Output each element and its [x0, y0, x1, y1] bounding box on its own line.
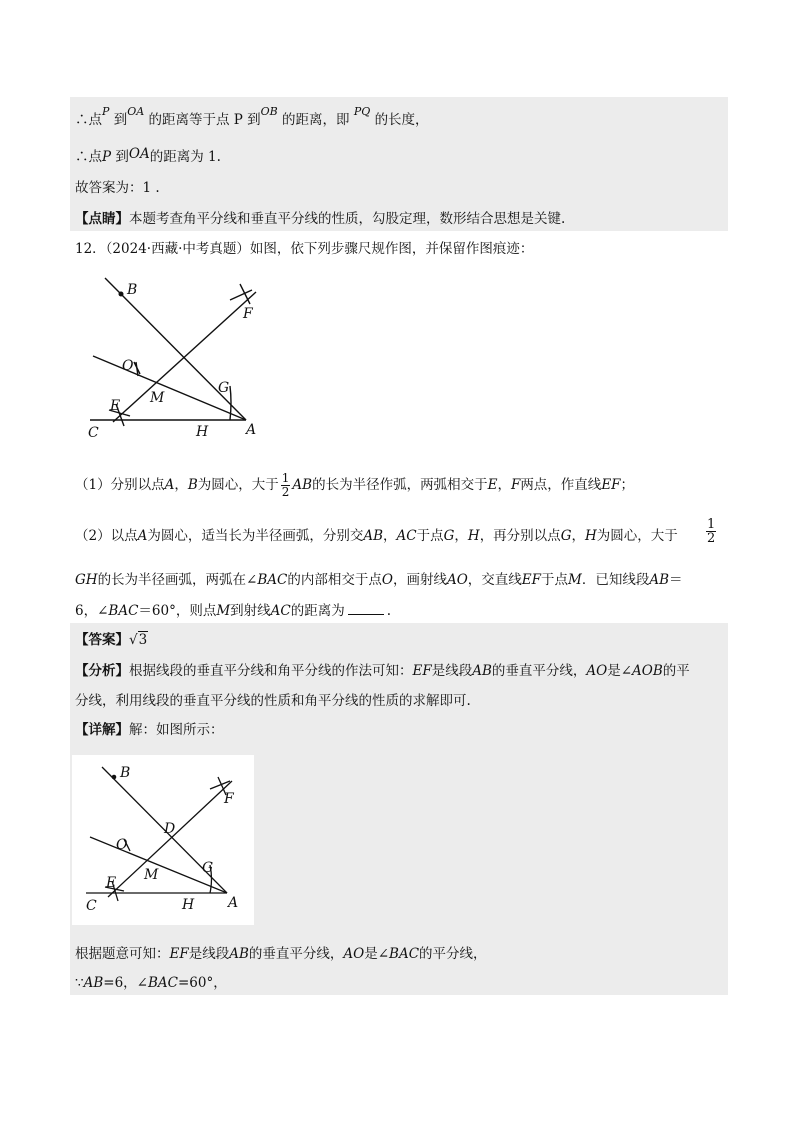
var: M [568, 572, 582, 588]
text: 两点，作直线 [520, 477, 602, 493]
var: AB [363, 528, 384, 544]
var: M [216, 603, 231, 619]
label-c: C [86, 898, 97, 914]
text: =60°， [177, 975, 227, 991]
text: 为圆心，大于 [596, 528, 678, 544]
label-f: F [243, 306, 253, 322]
var: AB [292, 477, 313, 493]
text: 为圆心，大于 [197, 477, 279, 493]
denominator: 2 [707, 531, 716, 546]
text: ， [383, 528, 397, 544]
construction-figure-1 [80, 270, 280, 445]
var: AOB [632, 663, 663, 679]
label-c: C [88, 425, 99, 441]
label-g: G [202, 860, 214, 876]
text: 的距离，即 [282, 112, 350, 128]
var: O [381, 572, 393, 588]
text: 的内部相交于点 [287, 572, 382, 588]
label-a: A [228, 895, 239, 911]
arc-f2 [240, 284, 250, 304]
var-pq: PQ [353, 105, 371, 118]
var: AO [586, 663, 608, 679]
text: 到射线 [230, 603, 271, 619]
var: G [443, 528, 455, 544]
var: AC [396, 528, 417, 544]
var: A [164, 477, 175, 493]
var: G [560, 528, 572, 544]
text: 根据线段的垂直平分线和角平分线的作法可知： [129, 663, 413, 679]
text: ，交直线 [467, 572, 522, 588]
text: 的平分线， [419, 946, 487, 962]
text: 6，∠ [75, 603, 109, 619]
point-b [112, 775, 117, 780]
var: AB [649, 572, 670, 588]
text: 的平 [662, 663, 690, 679]
radicand: 3 [138, 632, 148, 648]
label-m: M [144, 867, 159, 883]
text: （2）以点 [75, 528, 138, 544]
text: ＝60°，则点 [138, 603, 217, 619]
var: B [187, 477, 198, 493]
label-o: O [116, 837, 128, 853]
text: （1）分别以点 [75, 477, 165, 493]
text: 根据题意可知： [75, 946, 170, 962]
text: ＝ [669, 572, 683, 588]
var: EF [412, 663, 432, 679]
var: AO [446, 572, 468, 588]
answer-tag: 【答案】 [75, 632, 129, 648]
denominator: 2 [281, 485, 290, 499]
var: F [510, 477, 521, 493]
var: BAC [147, 975, 178, 991]
label-a: A [246, 422, 257, 438]
label-g: G [218, 380, 230, 396]
point-b [119, 292, 124, 297]
text: 是线段 [431, 663, 473, 679]
text: ， [174, 477, 188, 493]
label-d: D [164, 821, 176, 837]
var-p: P [102, 149, 112, 165]
text: 的垂直平分线， [248, 946, 344, 962]
sqrt-3 [129, 630, 148, 650]
arc-gh [230, 386, 231, 420]
answer-line: 故答案为：1 . [75, 180, 160, 196]
text: ， [497, 477, 511, 493]
label-e: E [110, 398, 121, 414]
answer-blank [348, 602, 384, 615]
detail-tag: 【详解】 [75, 722, 129, 738]
answer-row [75, 630, 148, 650]
because-line [75, 973, 227, 993]
text: =6，∠ [103, 975, 148, 991]
label-h: H [182, 897, 195, 913]
text: ∵ [75, 975, 84, 991]
fraction-half-2 [706, 518, 716, 545]
question-12-title: 12．（2024·西藏·中考真题）如图，依下列步骤尺规作图，并保留作图痕迹： [75, 241, 534, 257]
text: ．已知线段 [581, 572, 650, 588]
text: ， [571, 528, 585, 544]
var: H [467, 528, 480, 544]
var-oa: OA [127, 105, 145, 118]
text: . [386, 603, 392, 619]
var: AB [83, 975, 104, 991]
text: ，再分别以点 [479, 528, 561, 544]
var: EF [601, 477, 621, 493]
solution-line-2 [75, 147, 221, 167]
text: 到 [115, 149, 129, 165]
var: BAC [257, 572, 288, 588]
var: EF [521, 572, 542, 588]
text: 的长为半径作弧，两弧相交于 [312, 477, 488, 493]
comment-tag: 【点睛】 [75, 211, 129, 227]
step-2-end [75, 601, 391, 621]
numerator: 1 [707, 517, 716, 532]
text: 是线段 [188, 946, 230, 962]
label-f: F [224, 791, 234, 807]
text: 的长度， [374, 112, 429, 128]
label-h: H [196, 424, 209, 440]
var-ob: OB [260, 105, 278, 118]
var: EF [169, 946, 189, 962]
line-ab [105, 278, 246, 420]
text: 为圆心，适当长为半径画弧，分别交 [147, 528, 364, 544]
step-2 [75, 526, 678, 546]
solution-line-1 [75, 105, 429, 131]
text: ， [454, 528, 468, 544]
var-oa: OA [128, 146, 150, 162]
text: 于点 [541, 572, 569, 588]
text: ∴点 [75, 149, 102, 165]
analysis-line-1 [75, 661, 690, 681]
var: BAC [389, 946, 420, 962]
label-b: B [127, 282, 138, 298]
var: A [137, 528, 148, 544]
var-p: P [102, 105, 110, 118]
radical-sign: √ [129, 632, 138, 648]
detail-line [75, 720, 224, 740]
line-ef [113, 292, 256, 422]
var: E [487, 477, 498, 493]
label-m: M [150, 390, 165, 406]
construction-figure-2 [72, 755, 254, 925]
text: 是∠ [364, 946, 390, 962]
var: AC [270, 603, 291, 619]
comment-text: 本题考查角平分线和垂直平分线的性质，勾股定理，数形结合思想是关键. [129, 211, 566, 227]
text: 于点 [416, 528, 444, 544]
label-b: B [120, 765, 131, 781]
analysis-tag: 【分析】 [75, 663, 129, 679]
text: 的长为半径画弧，两弧在∠ [97, 572, 258, 588]
text: ∴点 [75, 112, 102, 128]
var: GH [75, 572, 98, 588]
var: AB [229, 946, 249, 962]
analysis-line-2: 分线，利用线段的垂直平分线的性质和角平分线的性质的求解即可. [75, 693, 471, 709]
numerator: 1 [281, 471, 290, 485]
text: 的距离等于点 P 到 [148, 112, 261, 128]
text: 解：如图所示： [129, 722, 224, 738]
step-1 [75, 472, 634, 499]
text: 是∠ [607, 663, 633, 679]
var: AB [472, 663, 492, 679]
comment-line [75, 209, 565, 229]
reasoning-line [75, 944, 487, 964]
text: 的垂直平分线， [491, 663, 587, 679]
var: H [584, 528, 597, 544]
var: AO [343, 946, 365, 962]
text: ，画射线 [392, 572, 447, 588]
var: BAC [108, 603, 139, 619]
text: 的距离为 [290, 603, 345, 619]
fraction-half [281, 472, 291, 499]
step-2-cont [75, 570, 683, 590]
label-e: E [106, 875, 117, 891]
text: ； [620, 477, 635, 493]
text: 的距离为 1. [149, 149, 221, 165]
text: 到 [113, 112, 128, 128]
label-o: O [122, 358, 134, 374]
